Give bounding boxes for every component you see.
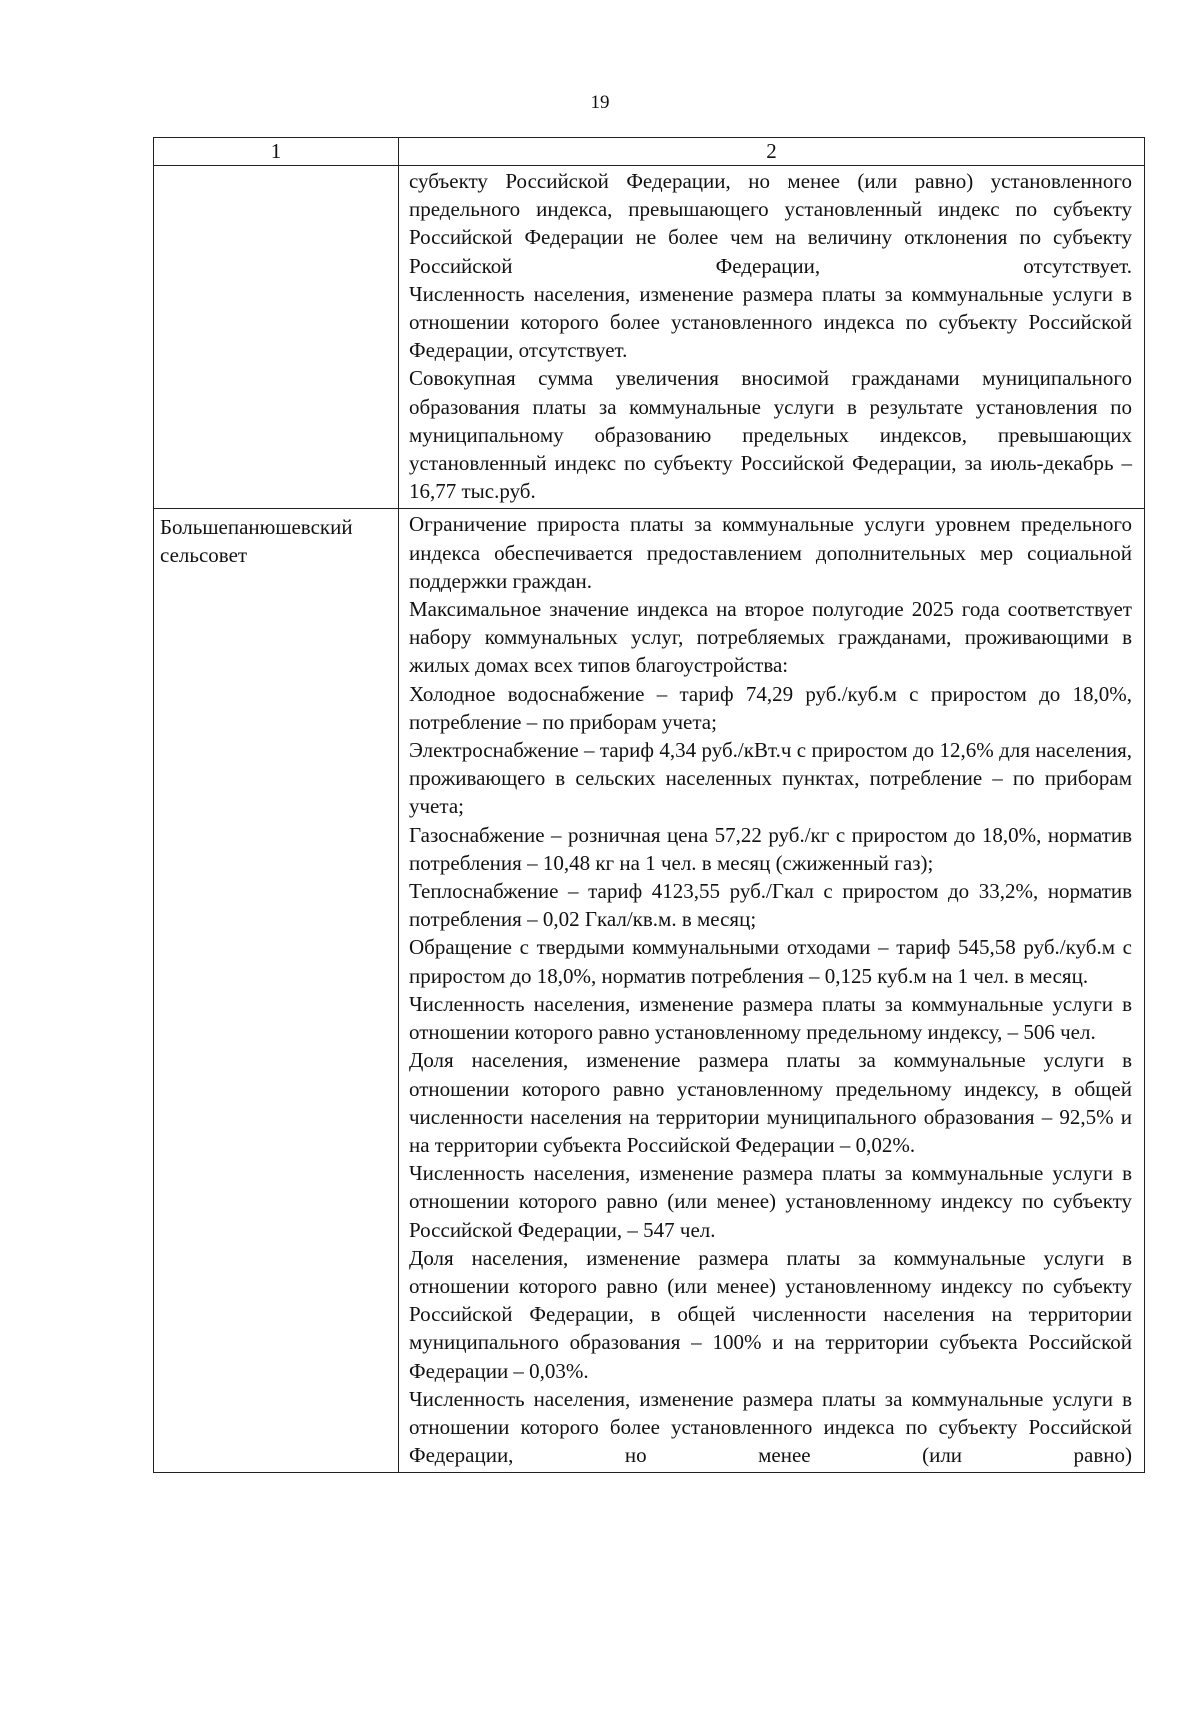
column-header-1: 1 xyxy=(154,138,399,166)
page-number: 19 xyxy=(590,92,610,113)
paragraph: Ограничение прироста платы за коммунальные услуги уровнем предельного индекса обеспечивается предоставлением дополнительных мер социальной поддержки граждан. xyxy=(409,512,1132,593)
paragraph: Численность населения, изменение размера платы за коммунальные услуги в отношении которого более установленного индекса по субъекту Российской Федерации, но менее (или равно) xyxy=(409,1386,1132,1468)
table-row xyxy=(154,509,1145,1473)
paragraph: Обращение с твердыми коммунальными отходами – тариф 545,58 руб./куб.м с приростом до 18,0%, норматив потребления – 0,125 куб.м на 1 чел. в месяц. xyxy=(409,935,1132,988)
table-header-row xyxy=(154,138,1145,166)
paragraph: субъекту Российской Федерации, но менее (или равно) установленного предельного индекса, превышающего установленный индекс по субъекту Российской Федерации не более чем на величину отклонения по субъекту Российской Федерации, отсутствует. xyxy=(409,169,1132,278)
municipality-name xyxy=(154,166,399,509)
municipality-name: Большепанюшевский сельсовет xyxy=(154,509,399,1473)
paragraph: Совокупная сумма увеличения вносимой гражданами муниципального образования платы за коммунальные услуги в результате установления по муниципальному образованию предельных индексов, превышающих установленный индекс по субъекту Российской Федерации, за июль-декабрь – 16,77 тыс.руб. xyxy=(409,366,1132,504)
paragraph: Численность населения, изменение размера платы за коммунальные услуги в отношении которого более установленного индекса по субъекту Российской Федерации, отсутствует. xyxy=(409,281,1132,363)
column-header-2: 2 xyxy=(399,138,1145,166)
paragraph: Холодное водоснабжение – тариф 74,29 руб./куб.м с приростом до 18,0%, потребление – по приборам учета; xyxy=(409,681,1132,734)
paragraph: Доля населения, изменение размера платы за коммунальные услуги в отношении которого равно установленному предельному индексу, в общей численности населения на территории муниципального образования – 92,5% и на территории субъекта Российской Федерации – 0,02%. xyxy=(409,1048,1132,1157)
table-row xyxy=(154,166,1145,509)
data-table xyxy=(153,137,1145,1473)
paragraph: Газоснабжение – розничная цена 57,22 руб./кг с приростом до 18,0%, норматив потребления – 10,48 кг на 1 чел. в месяц (сжиженный газ); xyxy=(409,822,1132,875)
paragraph: Численность населения, изменение размера платы за коммунальные услуги в отношении которого равно установленному предельному индексу, – 506 чел. xyxy=(409,991,1132,1045)
paragraph: Теплоснабжение – тариф 4123,55 руб./Гкал с приростом до 33,2%, норматив потребления – 0,02 Гкал/кв.м. в месяц; xyxy=(409,879,1132,932)
paragraph: Численность населения, изменение размера платы за коммунальные услуги в отношении которого равно (или менее) установленному индексу по субъекту Российской Федерации, – 547 чел. xyxy=(409,1161,1132,1242)
paragraph: Электроснабжение – тариф 4,34 руб./кВт.ч с приростом до 12,6% для населения, проживающего в сельских населенных пунктах, потребление – по приборам учета; xyxy=(409,738,1132,819)
description-cell xyxy=(399,509,1145,1473)
paragraph: Максимальное значение индекса на второе полугодие 2025 года соответствует набору коммунальных услуг, потребляемых гражданами, проживающими в жилых домах всех типов благоустройства: xyxy=(409,597,1132,678)
description-cell xyxy=(399,166,1145,509)
paragraph: Доля населения, изменение размера платы за коммунальные услуги в отношении которого равно (или менее) установленному индексу по субъекту Российской Федерации, в общей численности населения на территории муниципального образования – 100% и на территории субъекта Российской Федерации – 0,03%. xyxy=(409,1245,1132,1383)
